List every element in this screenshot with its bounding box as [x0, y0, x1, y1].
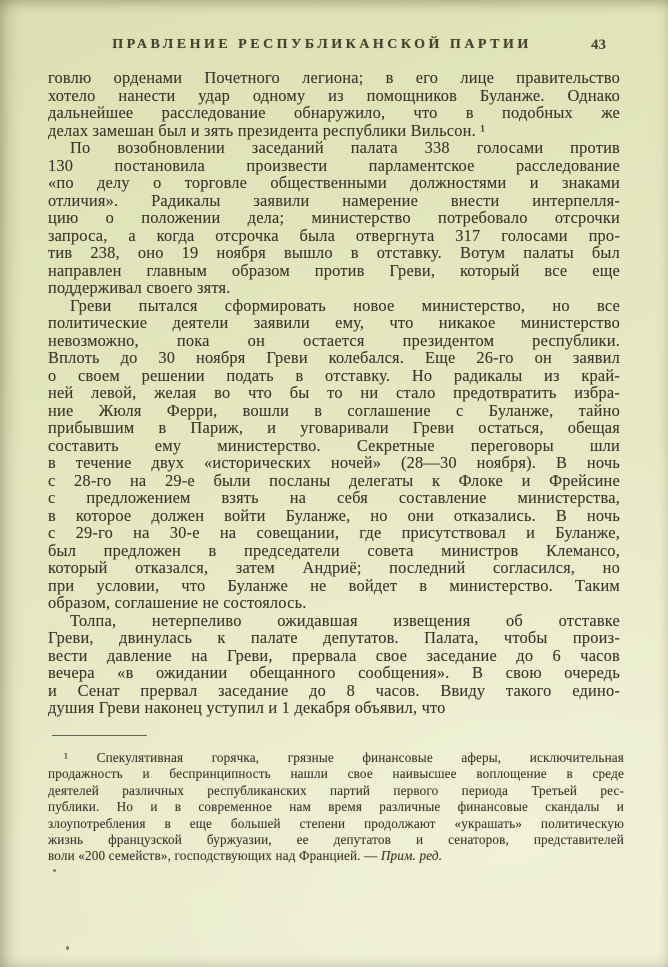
footnote-line: жизнь французской буржуазии, ее депутатов и сенаторов, представителей — [48, 831, 624, 847]
body-line: в которое должен войти Буланже, но они отказались. В ночь — [48, 505, 620, 525]
body-line: цию о положении дела; министерство потребовало отсрочки — [48, 208, 620, 227]
paper-speck — [66, 946, 69, 950]
paragraph — [48, 297, 620, 612]
body-line: и Сенат прервал заседание до 8 часов. Ввиду такого едино- — [48, 680, 620, 700]
body-line: поддерживал своего зятя. — [48, 278, 231, 297]
paper-speck — [53, 869, 56, 872]
footnote — [48, 750, 624, 865]
body-line: направлен главным образом против Греви, который все еще — [48, 260, 620, 280]
body-line: тив 238, оно 19 ноября вышло в отставку. Вотум палаты был — [48, 243, 620, 262]
body-text — [48, 69, 620, 717]
body-line: вести давление на Греви, прервала свое заседание до 6 часов — [48, 645, 620, 665]
body-line: с предложением взять на себя составление министерства, — [48, 488, 620, 507]
footnote-line: продажность и беспринципность нашли свое наивысшее воплощение в среде — [48, 766, 624, 782]
body-line: запроса, а когда отсрочка была отвергнута 317 голосами про- — [48, 225, 620, 245]
body-line: в течение двух «исторических ночей» (28—30 ноября). В ночь — [48, 453, 620, 472]
body-line: Вплоть до 30 ноября Греви колебался. Еще 26-го он заявил — [48, 348, 620, 367]
body-line: душия Греви наконец уступил и 1 декабря объявил, что — [48, 698, 446, 717]
body-line: был предложен в председатели совета министров Клемансо, — [48, 540, 620, 560]
body-line: вечера «в ожидании обещанного сообщения». В свою очередь — [48, 663, 620, 682]
body-line: По возобновлении заседаний палата 338 голосами против — [70, 138, 620, 157]
body-line: образом, соглашение не состоялось. — [48, 593, 307, 612]
body-line: невозможно, пока он остается президентом республики. — [48, 330, 620, 350]
footnote-separator — [52, 735, 147, 736]
body-line: который отказался, затем Андриё; последний согласился, но — [48, 558, 620, 577]
footnote-last-text: воли «200 семейств», господствующих над Францией. — — [48, 848, 381, 864]
running-head: ПРАВЛЕНИЕ РЕСПУБЛИКАНСКОЙ ПАРТИИ — [112, 37, 532, 52]
body-line: при условии, что Буланже не войдет в министерство. Таким — [48, 575, 620, 595]
body-line: отличия». Радикалы заявили намерение внести интерпелля- — [48, 190, 620, 210]
footnote-line: публики. Но и в современное нам время различные финансовые скандалы и — [48, 799, 624, 815]
body-line: о своем решении подать в отставку. Но радикалы из край- — [48, 365, 620, 385]
body-line: 130 постановила произвести парламентское расследование — [48, 155, 620, 175]
paragraph — [48, 612, 620, 717]
body-line: ние Жюля Ферри, вошли в соглашение с Буланже, тайно — [48, 400, 620, 420]
body-line: дальнейшее расследование обнаружило, что в подобных же — [48, 103, 620, 122]
footnote-line: злоупотребления в еще большей степени продолжают «украшать» политическую — [48, 815, 624, 831]
body-line: с 29-го на 30-е на совещании, где присутствовал и Буланже, — [48, 523, 620, 542]
page-number: 43 — [591, 37, 606, 53]
body-line: составить ему министерство. Секретные переговоры шли — [48, 435, 620, 455]
body-line: ней левой, желая во что бы то ни стало предотвратить избра- — [48, 383, 620, 402]
body-line: с 28-го на 29-е были посланы делегаты к Флоке и Фрейсине — [48, 470, 620, 490]
body-line: Греви пытался сформировать новое министерство, но все — [70, 295, 620, 315]
paragraph — [48, 69, 620, 139]
body-line: Греви, двинулась к палате депутатов. Палата, чтобы произ- — [48, 628, 620, 647]
footnote-line: деятелей различных республиканских партий первого периода Третьей рес- — [48, 782, 624, 798]
body-line: говлю орденами Почетного легиона; в его лице правительство — [48, 68, 620, 87]
footnote-line — [48, 848, 624, 864]
body-line: Толпа, нетерпеливо ожидавшая извещения об отставке — [70, 610, 620, 630]
body-line: «по делу о торговле общественными должностями и знаками — [48, 173, 620, 192]
body-line: прибывшим в Париж, и уговаривали Греви остаться, обещая — [48, 418, 620, 437]
footnote-attribution: Прим. ред. — [380, 848, 443, 864]
paragraph — [48, 139, 620, 297]
body-line: хотело нанести удар одному из помощников Буланже. Однако — [48, 85, 620, 105]
body-line: политические деятели заявили ему, что никакое министерство — [48, 313, 620, 332]
footnote-line: ¹ Спекулятивная горячка, грязные финансовые аферы, исключительная — [64, 750, 624, 765]
body-line: делах замешан был и зять президента республики Вильсон. ¹ — [48, 120, 486, 140]
